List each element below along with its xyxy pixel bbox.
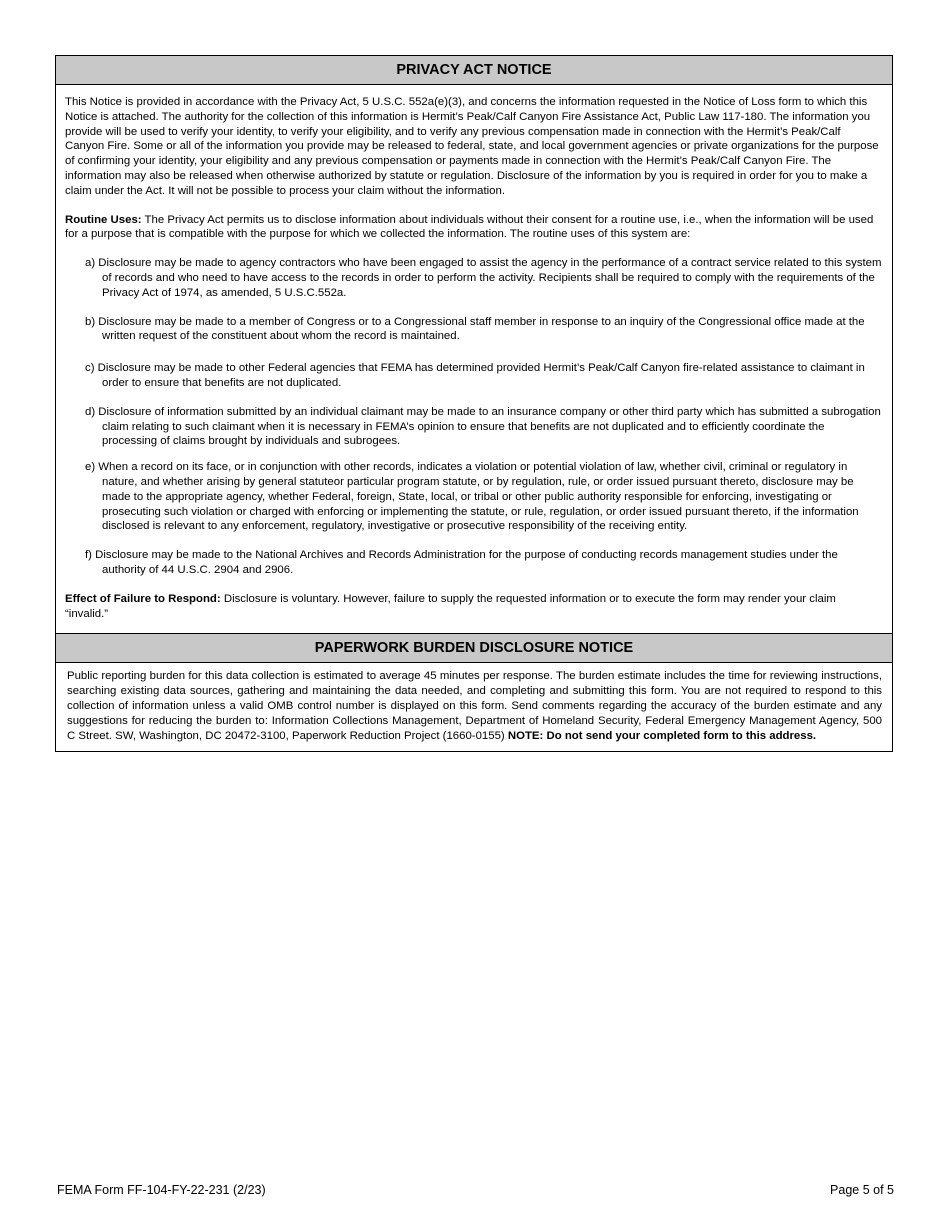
routine-use-item: f) Disclosure may be made to the National Archives and Records Administration for the purpose of conducting records management studies under the authority of 44 U.S.C. 2904 and 2906. — [85, 549, 838, 576]
privacy-act-body — [56, 85, 892, 633]
routine-uses-list — [65, 256, 882, 578]
privacy-intro: This Notice is provided in accordance with the Privacy Act, 5 U.S.C. 552a(e)(3), and concerns the information requested in the Notice of Loss form to which this Notice is attached. The authority for the collection of this information is Hermit’s Peak/Calf Canyon Fire Assistance Act, Public Law 117-180. The information you provide will be used to verify your identity, to verify your eligibility, and to verify any previous compensation made in connection with the Hermit’s Peak/Calf Canyon Fire. Some or all of the information you provide may be released to federal, state, and local government agencies or private organizations for the purpose of confirming your identity, your eligibility and any previous compensation or payments made in connection with the Hermit’s Peak/Calf Canyon Fire. The information may also be released when otherwise authorized by statute or regulation. Disclosure of the information by you is required in order for you to make a claim under the Act. It will not be possible to process your claim without the information. — [65, 96, 879, 197]
privacy-act-title: PRIVACY ACT NOTICE — [396, 62, 552, 78]
failure-to-respond-paragraph — [65, 592, 882, 622]
burden-text: Public reporting burden for this data collection is estimated to average 45 minutes per response. The burden estimate includes the time for reviewing instructions, searching existing data sources, gathering and maintaining the data needed, and completing and submitting this form. You are not required to respond to this collection of information unless a valid OMB control number is displayed on this form. Send comments regarding the accuracy of the burden estimate and any suggestions for reducing the burden to: Information Collections Management, Department of Homeland Security, Federal Emergency Management Agency, 500 C Street. SW, Washington, DC 20472-3100, Paperwork Reduction Project (1660-0155) — [67, 670, 882, 743]
routine-uses-label: Routine Uses: — [65, 213, 142, 226]
routine-use-item: d) Disclosure of information submitted by an individual claimant may be made to an insurance company or other third party which has submitted a subrogation claim relating to such claimant when it is necessary in FEMA’s opinion to ensure that benefits are not duplicated and to efficiently coordinate the processing of claims brought by individuals and subrogees. — [85, 405, 881, 448]
routine-use-item: a) Disclosure may be made to agency contractors who have been engaged to assist the agency in the performance of a contract service related to this system of records and who need to have access to the records in order to perform the activity. Recipients shall be required to comply with the requirements of the Privacy Act of 1974, as amended, 5 U.S.C.552a. — [85, 257, 882, 299]
notice-form — [55, 55, 893, 752]
paperwork-burden-header — [56, 633, 892, 663]
privacy-act-header — [56, 56, 892, 85]
routine-use-item: b) Disclosure may be made to a member of Congress or to a Congressional staff member in response to an inquiry of the Congressional office made at the written request of the constituent about whom the record is maintained. — [85, 315, 865, 343]
failure-label: Effect of Failure to Respond: — [65, 592, 221, 605]
paperwork-burden-body — [56, 663, 892, 751]
failure-text: Disclosure is voluntary. However, failure to supply the requested information or to execute the form may render your claim “invalid.” — [65, 592, 836, 620]
routine-uses-text: The Privacy Act permits us to disclose information about individuals without their consent for a routine use, i.e., when the information will be used for a purpose that is compatible with the purpose for which we collected the information. The routine uses of this system are: — [65, 213, 874, 241]
routine-uses-paragraph — [65, 213, 882, 243]
routine-use-item: e) When a record on its face, or in conjunction with other records, indicates a violation or potential violation of law, whether civil, criminal or regulatory in nature, and whether arising by general statuteor particular program statute, or by regulation, rule, or order issued pursuant thereto, disclosure may be made to the appropriate agency, whether Federal, foreign, State, local, or tribal or other public authority responsible for enforcing, investigating or prosecuting such violation or charged with enforcing or implementing the statute, or rule, regulation, or order issued pursuant thereto, if the information disclosed is relevant to any enforcement, regulatory, investigative or prosecutive responsibility of the receiving entity. — [85, 461, 859, 533]
burden-note: NOTE: Do not send your completed form to this address. — [507, 730, 817, 743]
page-number: Page 5 of 5 — [830, 1183, 894, 1197]
paperwork-burden-title: PAPERWORK BURDEN DISCLOSURE NOTICE — [314, 640, 634, 657]
routine-use-item: c) Disclosure may be made to other Federal agencies that FEMA has determined provided Hermit’s Peak/Calf Canyon fire-related assistance to claimant in order to ensure that benefits are not duplicated. — [85, 362, 865, 389]
form-number: FEMA Form FF-104-FY-22-231 (2/23) — [57, 1183, 266, 1197]
